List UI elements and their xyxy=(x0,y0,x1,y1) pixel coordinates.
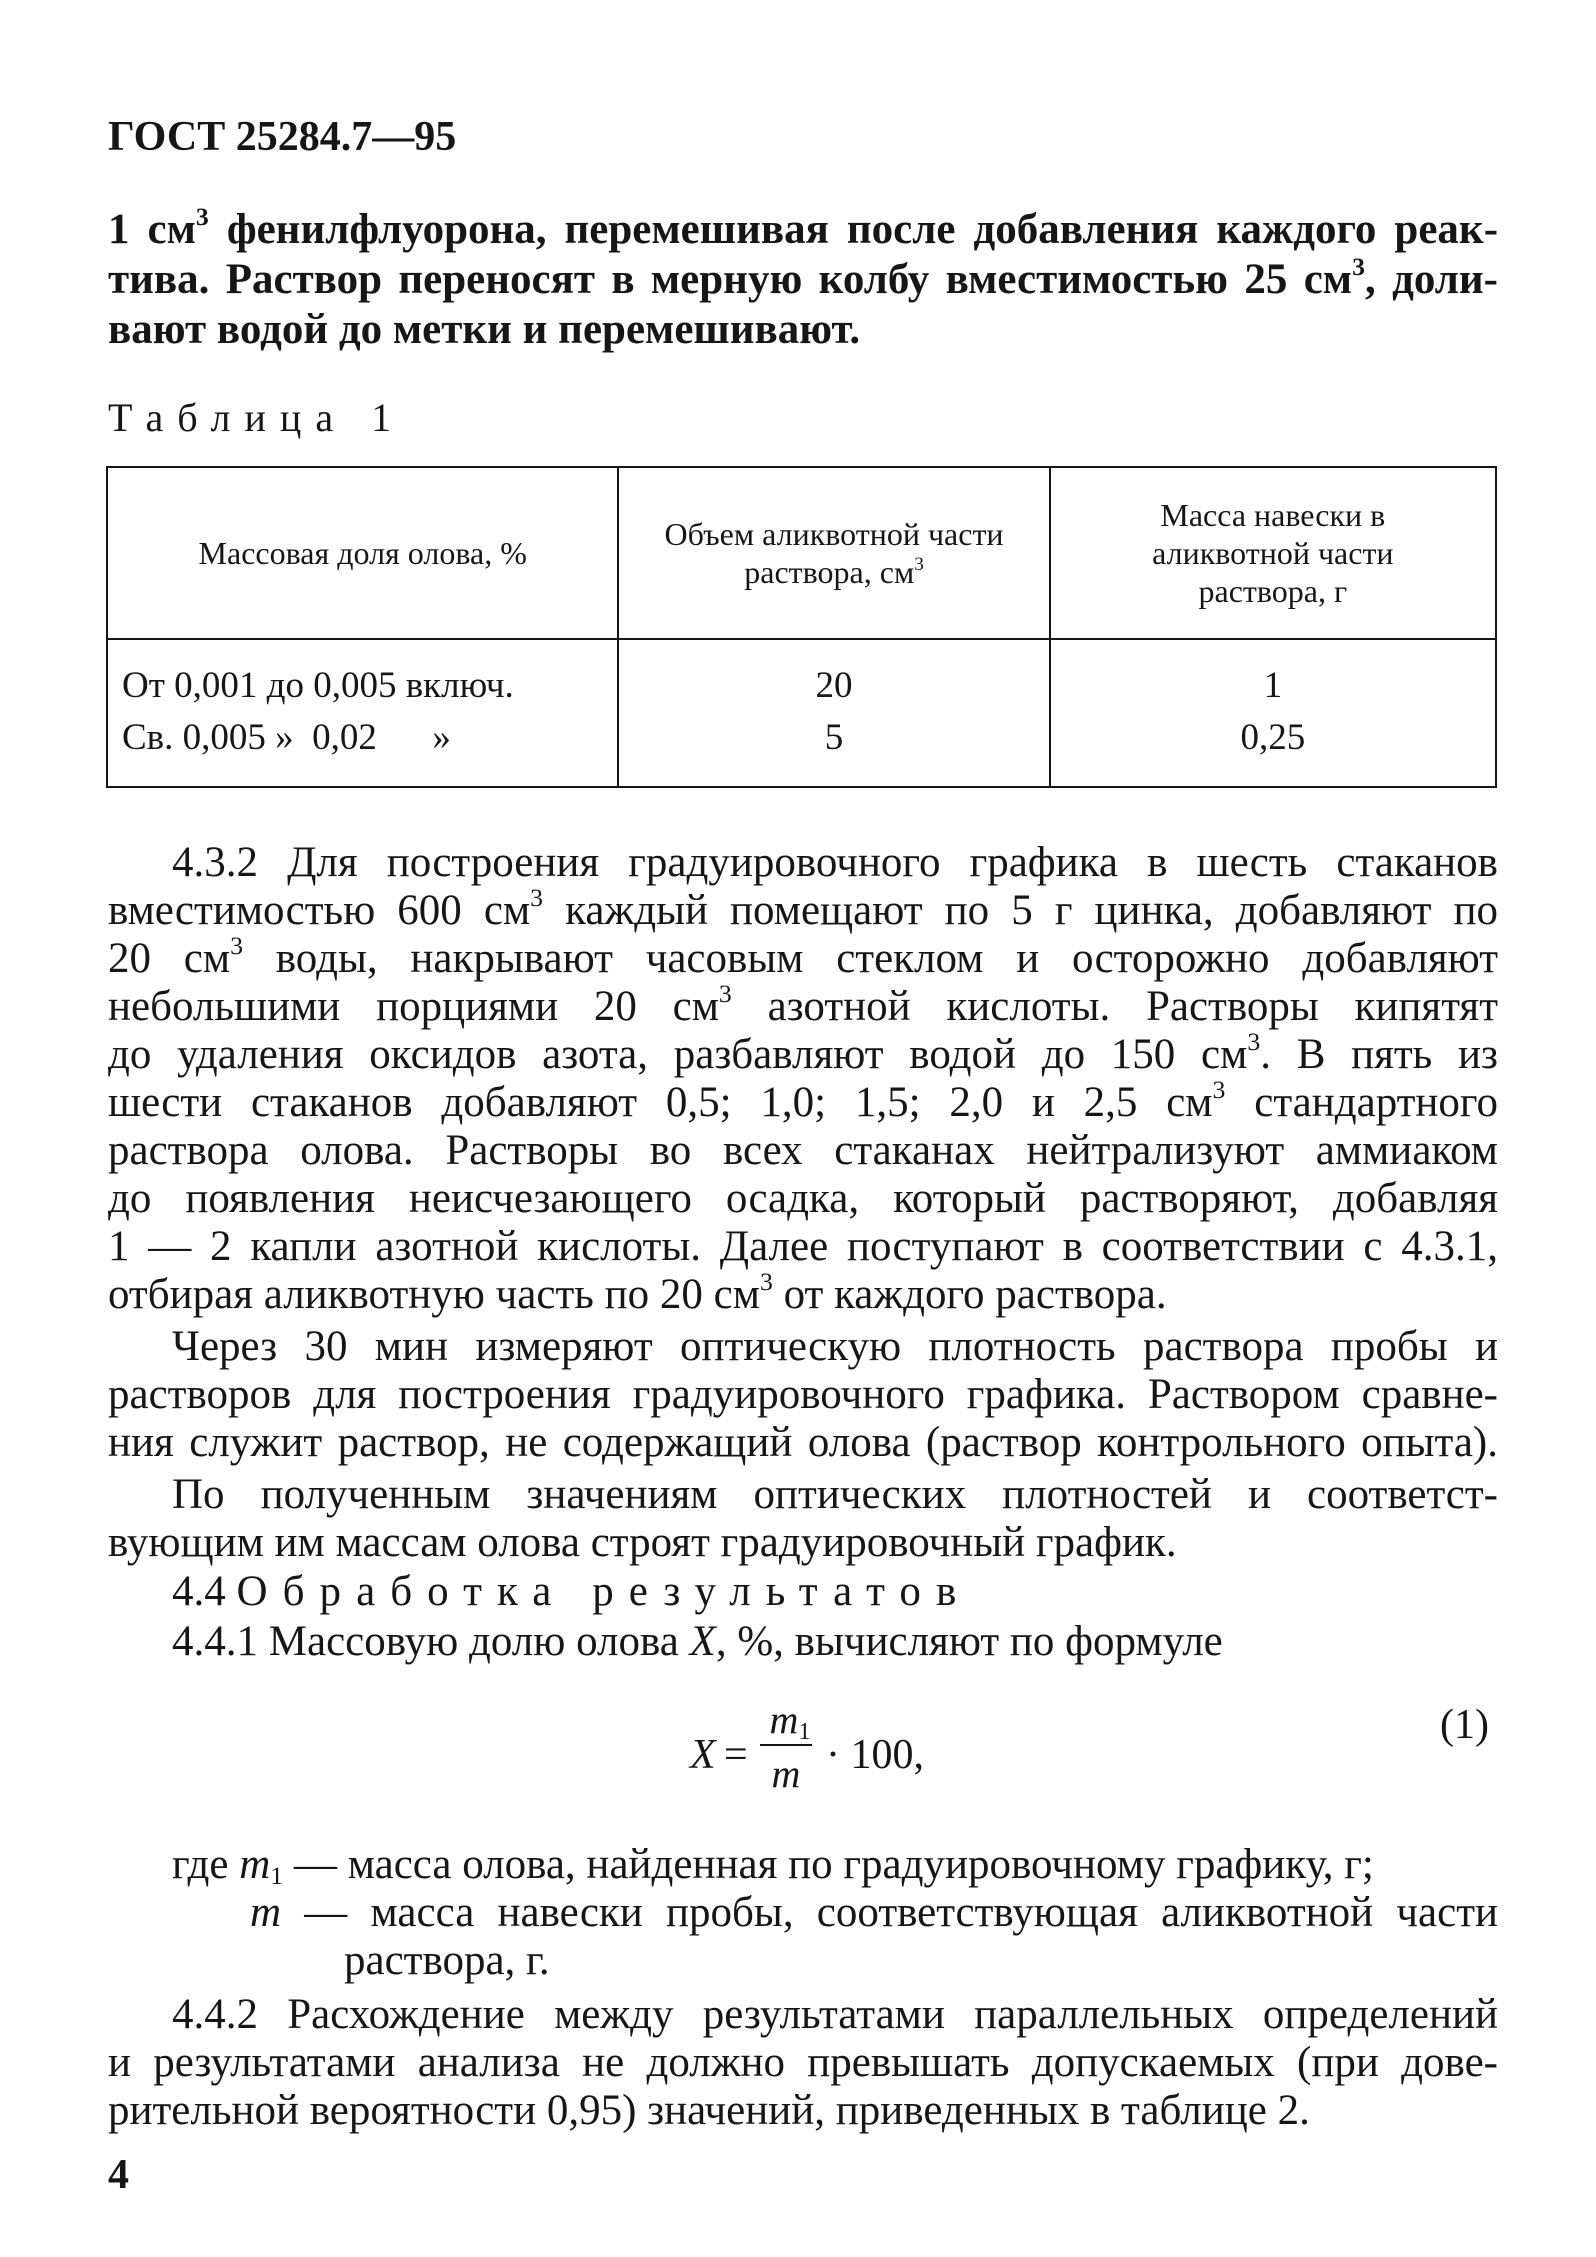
variable: X xyxy=(689,1618,716,1665)
text: Массовую долю олова xyxy=(268,1618,679,1665)
text-line: вместимостью 600 $см^3$ каждый помещают по 5 г цинка, добавляют по xyxy=(108,882,1498,934)
formula-rest: · 100, xyxy=(826,1732,924,1778)
section-4-4-1 xyxy=(172,1617,1498,1667)
section-heading-4-4 xyxy=(172,1567,1498,1617)
text-line: ния служит раствор, не содержащий олова (раствор контрольного опыта). xyxy=(108,1419,1498,1466)
table-cell: 1 xyxy=(1050,639,1496,712)
text-line: до появления неисчезающего осадка, который растворяют, добавляя xyxy=(108,1175,1498,1222)
formula-equals: = xyxy=(724,1732,748,1778)
section-number: 4.4.1 xyxy=(172,1618,258,1665)
column-header-sample-mass: Масса навески в аликвотной части раствора, г xyxy=(1050,467,1496,639)
text-line: шести стаканов добавляют 0,5; 1,0; 1,5; 2,0 и 2,5 $см^3$ стандартного xyxy=(108,1074,1498,1126)
text-line: растворов для построения градуировочного графика. Раствором сравне- xyxy=(108,1371,1498,1418)
page-number: 4 xyxy=(108,2152,129,2198)
text-line: до удаления оксидов азота, разбавляют водой до 150 $см^3$. В пять из xyxy=(108,1026,1498,1078)
section-title: Обработка результатов xyxy=(236,1568,972,1615)
text-line: 1 $см^3$ фенилфлуорона, перемешивая после добавления каждого реак- xyxy=(108,201,1499,253)
table-cell: 5 xyxy=(618,712,1049,787)
text-line: 1 — 2 капли азотной кислоты. Далее поступают в соответствии с 4.3.1, xyxy=(108,1223,1498,1270)
text-line: раствора олова. Растворы во всех стаканах нейтрализуют аммиаком xyxy=(108,1127,1498,1174)
text-line: По полученным значениям оптических плотностей и соответст- xyxy=(172,1471,1498,1518)
legend-item-m: m — масса навески пробы, соответствующая аликвотной части xyxy=(250,1889,1498,1936)
formula-lhs: X xyxy=(690,1732,716,1778)
document-header: ГОСТ 25284.7—95 xyxy=(108,114,457,160)
table-1 xyxy=(106,466,1497,788)
table-cell: 0,25 xyxy=(1050,712,1496,787)
formula-numerator: $m_1$ xyxy=(769,1697,811,1745)
legend-item-m-cont: раствора, г. xyxy=(344,1937,550,1984)
text: , %, вычисляют по формуле xyxy=(715,1618,1223,1665)
formula-denominator: m xyxy=(771,1751,801,1796)
table-header-row xyxy=(107,467,1496,639)
text-line: 4.3.2 Для построения градуировочного графика в шесть стаканов xyxy=(172,839,1498,886)
formula-number: (1) xyxy=(1440,1702,1489,1748)
text-line: 20 $см^3$ воды, накрывают часовым стеклом и осторожно добавляют xyxy=(108,930,1498,982)
text-line: вующим им массам олова строят градуировочный график. xyxy=(108,1519,1177,1566)
text-line: небольшими порциями 20 $см^3$ азотной кислоты. Растворы кипятят xyxy=(108,978,1498,1030)
table-row xyxy=(107,639,1496,712)
table-cell: Св. 0,005 » 0,02 » xyxy=(107,712,618,787)
text-line: и результатами анализа не должно превышать допускаемых (при дове- xyxy=(108,2039,1498,2086)
section-number: 4.4 xyxy=(172,1568,226,1615)
column-header-mass-fraction: Массовая доля олова, % xyxy=(107,467,618,639)
text-line: Через 30 мин измеряют оптическую плотность раствора пробы и xyxy=(172,1323,1498,1370)
column-header-aliquot-volume: Объем аликвотной части раствора, $см^3$ xyxy=(618,467,1049,639)
table-row xyxy=(107,712,1496,787)
table-caption: Таблица 1 xyxy=(108,395,406,440)
text-line: тива. Раствор переносят в мерную колбу вместимостью 25 $см^3$, доли- xyxy=(108,251,1498,303)
text-line: рительной вероятности 0,95) значений, приведенных в таблице 2. xyxy=(108,2087,1310,2134)
legend-item-m1: где $m_1$ — масса олова, найденная по градуировочному графику, г; xyxy=(172,1841,1374,1891)
text-line: 4.4.2 Расхождение между результатами параллельных определений xyxy=(172,1991,1498,2038)
fraction-bar xyxy=(760,1744,812,1746)
table-cell: От 0,001 до 0,005 включ. xyxy=(107,639,618,712)
text-line: отбирая аликвотную часть по 20 $см^3$ от каждого раствора. xyxy=(108,1266,1167,1318)
text-line: вают водой до метки и перемешивают. xyxy=(108,306,861,353)
table-cell: 20 xyxy=(618,639,1049,712)
